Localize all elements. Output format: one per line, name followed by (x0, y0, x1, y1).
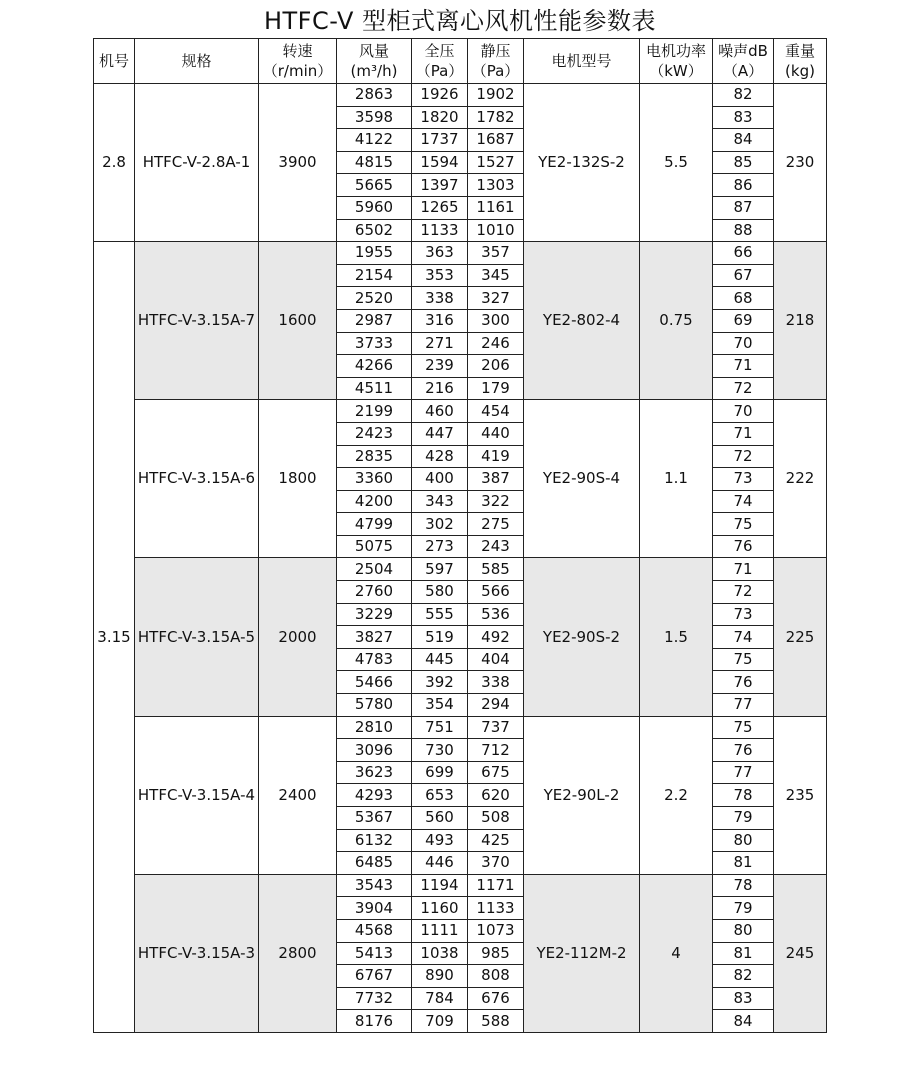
static-pressure-cell: 1902 (468, 84, 524, 107)
static-pressure-cell: 454 (468, 400, 524, 423)
noise-cell: 79 (713, 897, 774, 920)
static-pressure-cell: 1527 (468, 151, 524, 174)
noise-cell: 84 (713, 1010, 774, 1033)
airflow-cell: 2760 (337, 581, 412, 604)
motor-power-cell: 1.1 (640, 400, 713, 558)
airflow-cell: 5780 (337, 694, 412, 717)
airflow-cell: 4293 (337, 784, 412, 807)
airflow-cell: 3360 (337, 468, 412, 491)
airflow-cell: 3096 (337, 739, 412, 762)
motor-power-cell: 0.75 (640, 242, 713, 400)
spec-cell: HTFC-V-3.15A-6 (135, 400, 259, 558)
speed-cell: 2800 (259, 874, 337, 1032)
total-pressure-cell: 890 (412, 965, 468, 988)
page-title: HTFC-V 型柜式离心风机性能参数表 (263, 7, 657, 35)
weight-cell: 245 (774, 874, 827, 1032)
total-pressure-cell: 597 (412, 558, 468, 581)
airflow-cell: 8176 (337, 1010, 412, 1033)
airflow-cell: 3623 (337, 761, 412, 784)
total-pressure-cell: 343 (412, 490, 468, 513)
total-pressure-cell: 730 (412, 739, 468, 762)
airflow-cell: 4266 (337, 355, 412, 378)
header-airflow: 风量 (m³/h) (337, 39, 412, 84)
static-pressure-cell: 243 (468, 535, 524, 558)
noise-cell: 70 (713, 332, 774, 355)
total-pressure-cell: 316 (412, 309, 468, 332)
static-pressure-cell: 492 (468, 626, 524, 649)
motor-power-cell: 1.5 (640, 558, 713, 716)
total-pressure-cell: 354 (412, 694, 468, 717)
noise-cell: 71 (713, 558, 774, 581)
noise-cell: 82 (713, 965, 774, 988)
static-pressure-cell: 404 (468, 648, 524, 671)
noise-cell: 82 (713, 84, 774, 107)
noise-cell: 71 (713, 355, 774, 378)
total-pressure-cell: 784 (412, 987, 468, 1010)
static-pressure-cell: 1010 (468, 219, 524, 242)
table-row (94, 874, 827, 897)
total-pressure-cell: 392 (412, 671, 468, 694)
table-row (94, 400, 827, 423)
motor-model-cell: YE2-112M-2 (524, 874, 640, 1032)
noise-cell: 79 (713, 807, 774, 830)
static-pressure-cell: 1073 (468, 919, 524, 942)
static-pressure-cell: 300 (468, 309, 524, 332)
total-pressure-cell: 447 (412, 422, 468, 445)
noise-cell: 78 (713, 874, 774, 897)
airflow-cell: 4511 (337, 377, 412, 400)
airflow-cell: 6502 (337, 219, 412, 242)
total-pressure-cell: 216 (412, 377, 468, 400)
noise-cell: 80 (713, 919, 774, 942)
table-row (94, 716, 827, 739)
airflow-cell: 3827 (337, 626, 412, 649)
airflow-cell: 5466 (337, 671, 412, 694)
noise-cell: 83 (713, 987, 774, 1010)
motor-model-cell: YE2-90L-2 (524, 716, 640, 874)
noise-cell: 71 (713, 422, 774, 445)
header-row (94, 39, 827, 84)
static-pressure-cell: 387 (468, 468, 524, 491)
header-motor-power: 电机功率 （kW） (640, 39, 713, 84)
motor-model-cell: YE2-90S-2 (524, 558, 640, 716)
airflow-cell: 3543 (337, 874, 412, 897)
total-pressure-cell: 580 (412, 581, 468, 604)
static-pressure-cell: 1133 (468, 897, 524, 920)
noise-cell: 72 (713, 445, 774, 468)
static-pressure-cell: 712 (468, 739, 524, 762)
spec-cell: HTFC-V-3.15A-3 (135, 874, 259, 1032)
spec-cell: HTFC-V-3.15A-5 (135, 558, 259, 716)
airflow-cell: 5367 (337, 807, 412, 830)
total-pressure-cell: 653 (412, 784, 468, 807)
performance-table (93, 38, 827, 1033)
noise-cell: 66 (713, 242, 774, 265)
airflow-cell: 6767 (337, 965, 412, 988)
airflow-cell: 5075 (337, 535, 412, 558)
total-pressure-cell: 493 (412, 829, 468, 852)
noise-cell: 68 (713, 287, 774, 310)
noise-cell: 84 (713, 129, 774, 152)
noise-cell: 69 (713, 309, 774, 332)
total-pressure-cell: 1594 (412, 151, 468, 174)
static-pressure-cell: 179 (468, 377, 524, 400)
airflow-cell: 2835 (337, 445, 412, 468)
airflow-cell: 2199 (337, 400, 412, 423)
airflow-cell: 6132 (337, 829, 412, 852)
table-body (94, 84, 827, 1033)
speed-cell: 3900 (259, 84, 337, 242)
total-pressure-cell: 709 (412, 1010, 468, 1033)
static-pressure-cell: 327 (468, 287, 524, 310)
total-pressure-cell: 751 (412, 716, 468, 739)
static-pressure-cell: 206 (468, 355, 524, 378)
noise-cell: 81 (713, 852, 774, 875)
total-pressure-cell: 446 (412, 852, 468, 875)
static-pressure-cell: 676 (468, 987, 524, 1010)
static-pressure-cell: 345 (468, 264, 524, 287)
motor-power-cell: 2.2 (640, 716, 713, 874)
static-pressure-cell: 536 (468, 603, 524, 626)
motor-power-cell: 4 (640, 874, 713, 1032)
noise-cell: 73 (713, 603, 774, 626)
noise-cell: 88 (713, 219, 774, 242)
noise-cell: 75 (713, 513, 774, 536)
total-pressure-cell: 1820 (412, 106, 468, 129)
static-pressure-cell: 370 (468, 852, 524, 875)
airflow-cell: 2987 (337, 309, 412, 332)
header-speed: 转速 （r/min） (259, 39, 337, 84)
table-row (94, 84, 827, 107)
static-pressure-cell: 246 (468, 332, 524, 355)
airflow-cell: 2423 (337, 422, 412, 445)
weight-cell: 222 (774, 400, 827, 558)
static-pressure-cell: 1782 (468, 106, 524, 129)
airflow-cell: 5665 (337, 174, 412, 197)
noise-cell: 83 (713, 106, 774, 129)
airflow-cell: 4783 (337, 648, 412, 671)
noise-cell: 76 (713, 535, 774, 558)
spec-cell: HTFC-V-3.15A-4 (135, 716, 259, 874)
static-pressure-cell: 508 (468, 807, 524, 830)
total-pressure-cell: 1926 (412, 84, 468, 107)
total-pressure-cell: 1111 (412, 919, 468, 942)
motor-model-cell: YE2-90S-4 (524, 400, 640, 558)
noise-cell: 74 (713, 626, 774, 649)
noise-cell: 77 (713, 761, 774, 784)
noise-cell: 67 (713, 264, 774, 287)
airflow-cell: 2863 (337, 84, 412, 107)
airflow-cell: 5960 (337, 196, 412, 219)
total-pressure-cell: 1265 (412, 196, 468, 219)
noise-cell: 70 (713, 400, 774, 423)
static-pressure-cell: 620 (468, 784, 524, 807)
airflow-cell: 3733 (337, 332, 412, 355)
machine-no-cell: 3.15 (94, 242, 135, 1033)
airflow-cell: 4200 (337, 490, 412, 513)
noise-cell: 74 (713, 490, 774, 513)
noise-cell: 87 (713, 196, 774, 219)
airflow-cell: 7732 (337, 987, 412, 1010)
noise-cell: 85 (713, 151, 774, 174)
weight-cell: 235 (774, 716, 827, 874)
static-pressure-cell: 1303 (468, 174, 524, 197)
airflow-cell: 4568 (337, 919, 412, 942)
static-pressure-cell: 737 (468, 716, 524, 739)
noise-cell: 76 (713, 671, 774, 694)
speed-cell: 1600 (259, 242, 337, 400)
airflow-cell: 2504 (337, 558, 412, 581)
noise-cell: 81 (713, 942, 774, 965)
noise-cell: 86 (713, 174, 774, 197)
static-pressure-cell: 1687 (468, 129, 524, 152)
static-pressure-cell: 1161 (468, 196, 524, 219)
table-row (94, 558, 827, 581)
static-pressure-cell: 440 (468, 422, 524, 445)
static-pressure-cell: 338 (468, 671, 524, 694)
header-machine-no: 机号 (94, 39, 135, 84)
speed-cell: 2400 (259, 716, 337, 874)
airflow-cell: 6485 (337, 852, 412, 875)
airflow-cell: 3904 (337, 897, 412, 920)
total-pressure-cell: 1160 (412, 897, 468, 920)
weight-cell: 230 (774, 84, 827, 242)
airflow-cell: 4122 (337, 129, 412, 152)
total-pressure-cell: 1038 (412, 942, 468, 965)
static-pressure-cell: 275 (468, 513, 524, 536)
noise-cell: 80 (713, 829, 774, 852)
table-row (94, 242, 827, 265)
weight-cell: 218 (774, 242, 827, 400)
static-pressure-cell: 425 (468, 829, 524, 852)
static-pressure-cell: 588 (468, 1010, 524, 1033)
header-total-pressure: 全压 （Pa） (412, 39, 468, 84)
total-pressure-cell: 271 (412, 332, 468, 355)
airflow-cell: 2520 (337, 287, 412, 310)
total-pressure-cell: 699 (412, 761, 468, 784)
total-pressure-cell: 445 (412, 648, 468, 671)
static-pressure-cell: 566 (468, 581, 524, 604)
airflow-cell: 3598 (337, 106, 412, 129)
header-noise: 噪声dB （A） (713, 39, 774, 84)
noise-cell: 78 (713, 784, 774, 807)
total-pressure-cell: 1194 (412, 874, 468, 897)
airflow-cell: 4815 (337, 151, 412, 174)
noise-cell: 76 (713, 739, 774, 762)
total-pressure-cell: 239 (412, 355, 468, 378)
static-pressure-cell: 808 (468, 965, 524, 988)
spec-cell: HTFC-V-3.15A-7 (135, 242, 259, 400)
total-pressure-cell: 302 (412, 513, 468, 536)
total-pressure-cell: 1133 (412, 219, 468, 242)
static-pressure-cell: 675 (468, 761, 524, 784)
airflow-cell: 1955 (337, 242, 412, 265)
noise-cell: 72 (713, 377, 774, 400)
noise-cell: 72 (713, 581, 774, 604)
total-pressure-cell: 460 (412, 400, 468, 423)
total-pressure-cell: 363 (412, 242, 468, 265)
static-pressure-cell: 419 (468, 445, 524, 468)
airflow-cell: 4799 (337, 513, 412, 536)
noise-cell: 73 (713, 468, 774, 491)
total-pressure-cell: 1397 (412, 174, 468, 197)
total-pressure-cell: 428 (412, 445, 468, 468)
speed-cell: 1800 (259, 400, 337, 558)
airflow-cell: 5413 (337, 942, 412, 965)
total-pressure-cell: 1737 (412, 129, 468, 152)
static-pressure-cell: 294 (468, 694, 524, 717)
static-pressure-cell: 357 (468, 242, 524, 265)
static-pressure-cell: 585 (468, 558, 524, 581)
speed-cell: 2000 (259, 558, 337, 716)
header-motor-model: 电机型号 (524, 39, 640, 84)
total-pressure-cell: 338 (412, 287, 468, 310)
total-pressure-cell: 555 (412, 603, 468, 626)
total-pressure-cell: 560 (412, 807, 468, 830)
static-pressure-cell: 322 (468, 490, 524, 513)
total-pressure-cell: 353 (412, 264, 468, 287)
header-spec: 规格 (135, 39, 259, 84)
spec-cell: HTFC-V-2.8A-1 (135, 84, 259, 242)
total-pressure-cell: 400 (412, 468, 468, 491)
airflow-cell: 2154 (337, 264, 412, 287)
airflow-cell: 2810 (337, 716, 412, 739)
static-pressure-cell: 1171 (468, 874, 524, 897)
noise-cell: 77 (713, 694, 774, 717)
header-weight: 重量 (kg) (774, 39, 827, 84)
total-pressure-cell: 519 (412, 626, 468, 649)
total-pressure-cell: 273 (412, 535, 468, 558)
motor-model-cell: YE2-802-4 (524, 242, 640, 400)
motor-model-cell: YE2-132S-2 (524, 84, 640, 242)
static-pressure-cell: 985 (468, 942, 524, 965)
weight-cell: 225 (774, 558, 827, 716)
machine-no-cell: 2.8 (94, 84, 135, 242)
noise-cell: 75 (713, 648, 774, 671)
airflow-cell: 3229 (337, 603, 412, 626)
header-static-pressure: 静压 （Pa） (468, 39, 524, 84)
motor-power-cell: 5.5 (640, 84, 713, 242)
noise-cell: 75 (713, 716, 774, 739)
